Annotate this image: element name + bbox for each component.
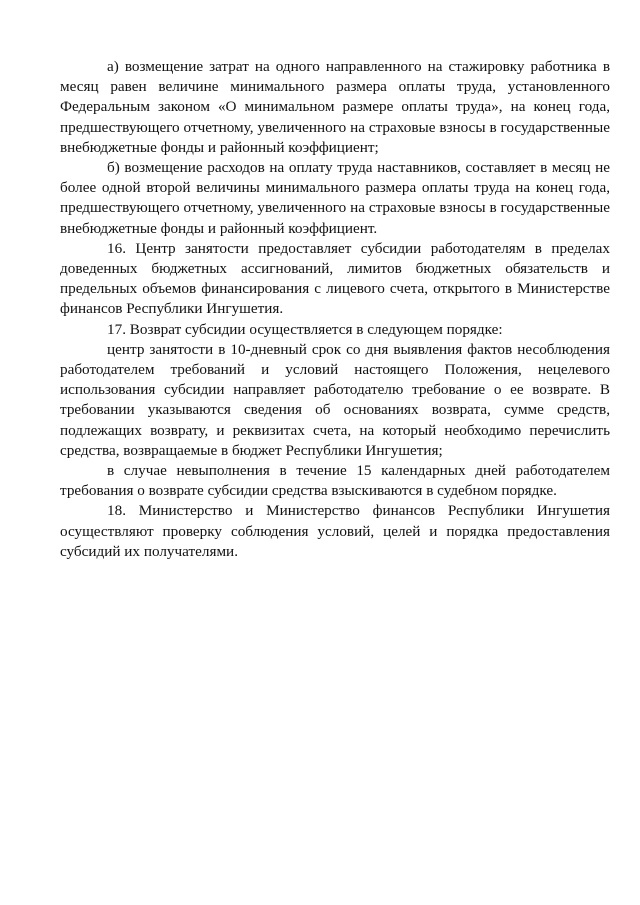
paragraph-16: 16. Центр занятости предоставляет субсидии работодателям в пределах доведенных бюджетных ассигнований, лимитов бюджетных обязательств и предельных объемов финансирования с лицевого счета, открытого в Министерстве финансов Республики Ингушетия. [60, 239, 610, 318]
paragraph-17-return-procedure: центр занятости в 10-дневный срок со дня выявления фактов несоблюдения работодателем требований и условий настоящего Положения, нецелевого использования субсидии направляет работодателю требование о ее возврате. В требовании указываются сведения об основаниях возврата, сумме средств, подлежащих возврату, и реквизитах счета, на который необходимо перечислить средства, возвращаемые в бюджет Республики Ингушетия; [60, 340, 610, 459]
paragraph-item-b: б) возмещение расходов на оплату труда наставников, составляет в месяц не более одной второй величины минимального размера оплаты труда на конец года, предшествующего отчетному, увеличенного на страховые взносы в государственные внебюджетные фонды и районный коэффициент. [60, 159, 610, 237]
document-page [60, 57, 610, 562]
paragraph-item-a: а) возмещение затрат на одного направленного на стажировку работника в месяц равен величине минимального размера оплаты труда, установленного Федеральным законом «О минимальном размере оплаты труда», на конец года, предшествующего отчетному, увеличенного на страховые взносы в государственные внебюджетные фонды и районный коэффициент; [60, 58, 610, 156]
paragraph-18: 18. Министерство и Министерство финансов Республики Ингушетия осуществляют проверку соблюдения условий, целей и порядка предоставления субсидий их получателями. [60, 502, 610, 560]
paragraph-17-court-recovery: в случае невыполнения в течение 15 календарных дней работодателем требования о возврате субсидии средства взыскиваются в судебном порядке. [60, 462, 610, 500]
paragraph-17: 17. Возврат субсидии осуществляется в следующем порядке: [107, 320, 503, 338]
